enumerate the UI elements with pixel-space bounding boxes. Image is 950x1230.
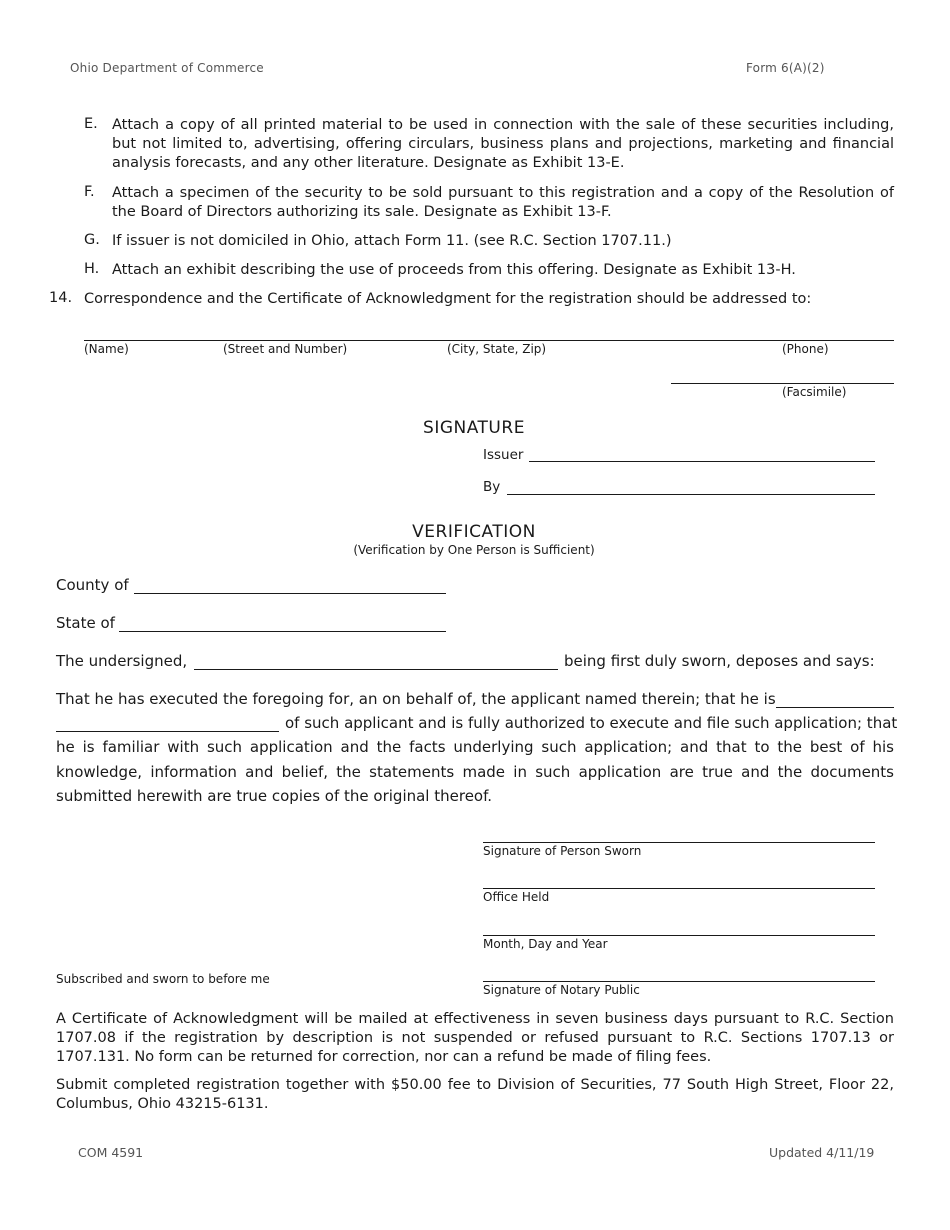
phone-label: (Phone) <box>782 342 829 356</box>
item-e-text: Attach a copy of all printed material to be used in connection with the sale of these securities including, but not limited to, advertising, offering circulars, business plans and projections, marketing and financial analysis forecasts, and any other literature. Designate as Exhibit 13-E. <box>112 117 894 171</box>
item-14-number: 14. <box>49 290 73 306</box>
item-g-letter: G. <box>84 232 100 248</box>
date-label: Month, Day and Year <box>483 937 608 951</box>
undersigned-suffix: being first duly sworn, deposes and says: <box>564 652 875 670</box>
notary-field-line[interactable] <box>483 981 875 982</box>
item-g-text: If issuer is not domiciled in Ohio, attach Form 11. (see R.C. Section 1707.11.) <box>112 233 672 249</box>
submit-note: Submit completed registration together with $50.00 fee to Division of Securities, 77 South High Street, Floor 22, Columbus, Ohio 43215-6131. <box>56 1077 894 1112</box>
by-label: By <box>483 479 501 495</box>
verification-subtitle: (Verification by One Person is Sufficient) <box>353 543 595 557</box>
item-e-letter: E. <box>84 116 98 132</box>
undersigned-prefix: The undersigned, <box>56 652 188 670</box>
form-id: Form 6(A)(2) <box>746 61 825 75</box>
title-field-line[interactable] <box>776 707 894 708</box>
issuer-field-line[interactable] <box>529 461 875 462</box>
office-held-field-line[interactable] <box>483 888 875 889</box>
subscribed-label: Subscribed and sworn to before me <box>56 972 270 986</box>
item-h-text: Attach an exhibit describing the use of proceeds from this offering. Designate as Exhibit 13-H. <box>112 262 796 278</box>
county-label: County of <box>56 576 129 594</box>
person-sworn-label: Signature of Person Sworn <box>483 844 642 858</box>
form-code: COM 4591 <box>78 1145 144 1160</box>
item-f-text: Attach a specimen of the security to be sold pursuant to this registration and a copy of the Resolution of the Board of Directors authorizing its sale. Designate as Exhibit 13-F. <box>112 185 894 220</box>
verification-title: VERIFICATION <box>412 522 536 542</box>
certificate-note: A Certificate of Acknowledgment will be mailed at effectiveness in seven business days pursuant to R.C. Section 1707.08 if the registration by description is not suspended or refused pursuant to R.C. Sections 1707.13 or 1707.131. No form can be returned for correction, nor can a refund be made of filing fees. <box>56 1011 894 1065</box>
item-h-letter: H. <box>84 261 100 277</box>
title-field-line-2[interactable] <box>56 731 279 732</box>
agency-name: Ohio Department of Commerce <box>70 61 264 75</box>
notary-label: Signature of Notary Public <box>483 983 640 997</box>
issuer-label: Issuer <box>483 447 524 463</box>
item-14-text: Correspondence and the Certificate of Acknowledgment for the registration should be addressed to: <box>84 291 812 307</box>
office-held-label: Office Held <box>483 890 550 904</box>
date-field-line[interactable] <box>483 935 875 936</box>
state-label: State of <box>56 614 115 632</box>
street-label: (Street and Number) <box>223 342 348 356</box>
state-field-line[interactable] <box>119 631 446 632</box>
by-field-line[interactable] <box>507 494 875 495</box>
county-field-line[interactable] <box>134 593 446 594</box>
fax-field-line[interactable] <box>671 383 894 384</box>
oath-line-1: That he has executed the foregoing for, an on behalf of, the applicant named therein; that he is <box>56 690 776 708</box>
person-sworn-field-line[interactable] <box>483 842 875 843</box>
signature-title: SIGNATURE <box>423 418 525 438</box>
updated-date: Updated 4/11/19 <box>769 1145 875 1160</box>
oath-paragraph: he is familiar with such application and the facts underlying such application; and that to the best of his knowledge, information and belief, the statements made in such application are true and the documents submitted herewith are true copies of the original thereof. <box>56 738 894 805</box>
oath-line-2: of such applicant and is fully authorized to execute and file such application; that <box>285 714 898 732</box>
item-f-letter: F. <box>84 184 95 200</box>
address-field-line[interactable] <box>84 340 894 341</box>
undersigned-field-line[interactable] <box>194 669 558 670</box>
city-label: (City, State, Zip) <box>447 342 547 356</box>
name-label: (Name) <box>84 342 129 356</box>
fax-label: (Facsimile) <box>782 385 847 399</box>
